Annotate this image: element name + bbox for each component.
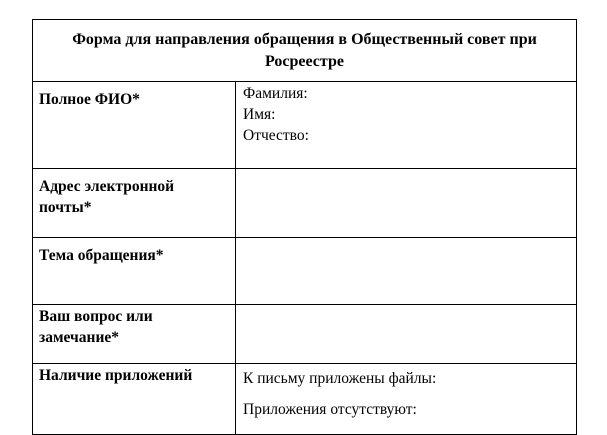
appeal-form-table xyxy=(32,19,577,435)
full-name-field[interactable] xyxy=(236,82,577,169)
row-attachments xyxy=(33,364,577,435)
row-full-name xyxy=(33,82,577,169)
patronymic-label: Отчество: xyxy=(243,127,309,144)
row-topic xyxy=(33,238,577,305)
first-name-label: Имя: xyxy=(243,106,276,123)
question-label: Ваш вопрос или замечание* xyxy=(33,305,236,364)
attachments-present-label: К письму приложены файлы: xyxy=(243,370,437,387)
form-title: Форма для направления обращения в Общественный совет при Росреестре xyxy=(33,20,577,82)
question-field[interactable] xyxy=(236,305,577,364)
attachments-field[interactable] xyxy=(236,364,577,435)
topic-field[interactable] xyxy=(236,238,577,305)
topic-label: Тема обращения* xyxy=(33,238,236,305)
surname-label: Фамилия: xyxy=(243,85,308,102)
email-field[interactable] xyxy=(236,169,577,238)
email-label: Адрес электронной почты* xyxy=(33,169,236,238)
row-email xyxy=(33,169,577,238)
attachments-label: Наличие приложений xyxy=(33,364,236,435)
attachments-absent-label: Приложения отсутствуют: xyxy=(243,401,417,418)
row-question xyxy=(33,305,577,364)
full-name-label: Полное ФИО* xyxy=(33,82,236,169)
